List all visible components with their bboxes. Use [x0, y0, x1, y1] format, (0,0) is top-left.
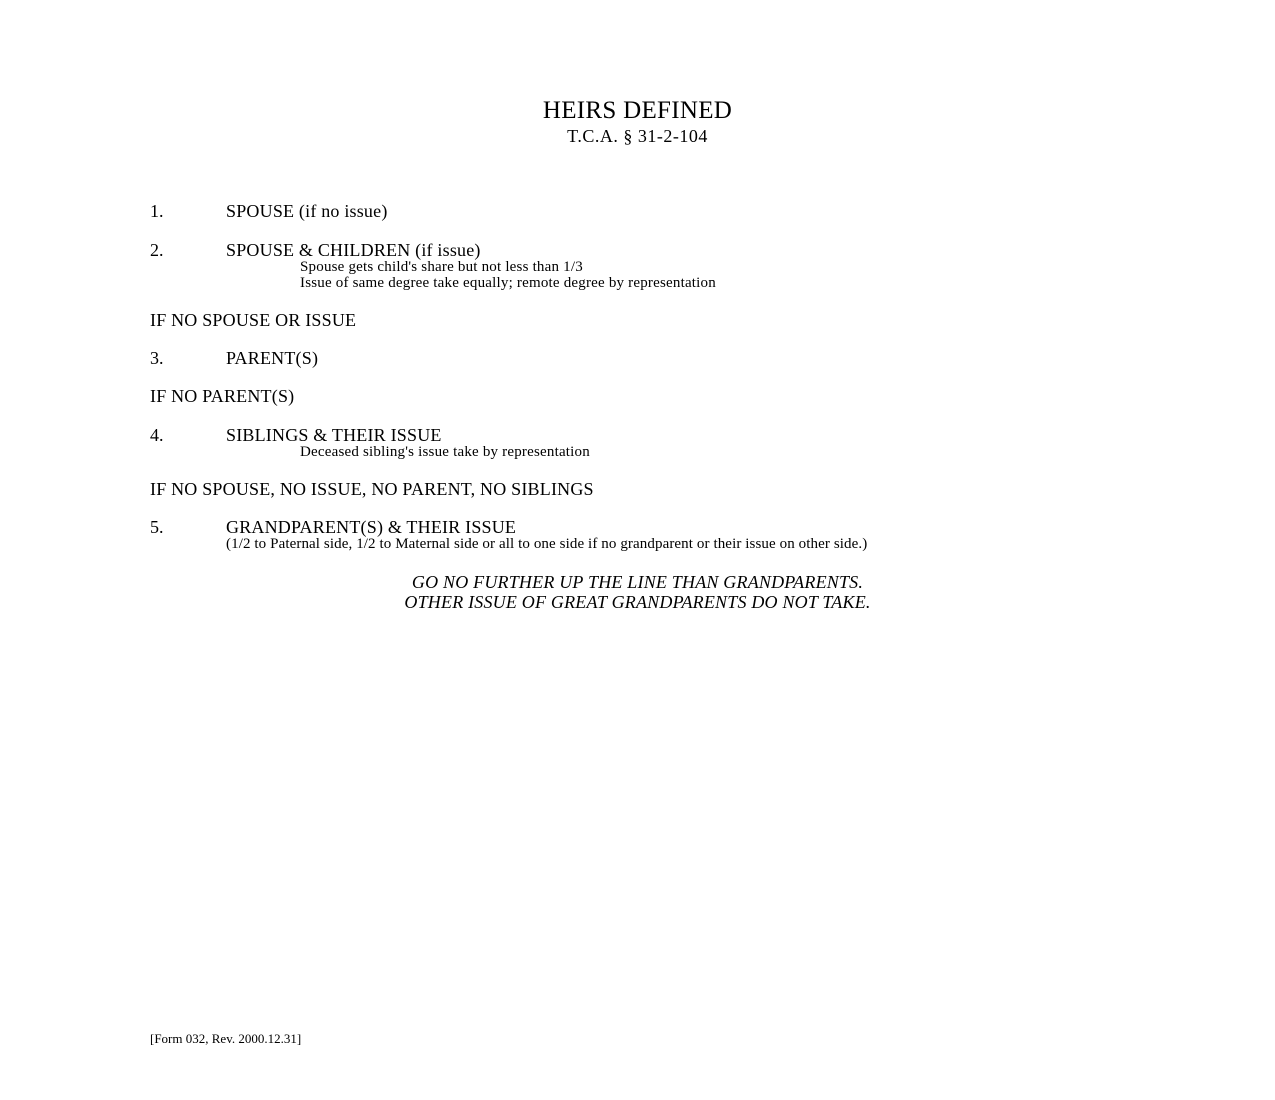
condition-heading: IF NO PARENT(S) [150, 386, 295, 406]
item-number: 2. [150, 240, 164, 260]
item-number: 5. [150, 517, 164, 537]
page-title: HEIRS DEFINED [542, 97, 733, 124]
item-detail: (1/2 to Paternal side, 1/2 to Maternal side or all to one side if no grandparent or their issue on other side.) [226, 536, 868, 552]
item-detail: Spouse gets child's share but not less than 1/3 [300, 259, 583, 275]
item-label: SIBLINGS & THEIR ISSUE [226, 425, 442, 445]
form-footer: [Form 032, Rev. 2000.12.31] [150, 1031, 302, 1046]
notice-line: OTHER ISSUE OF GREAT GRANDPARENTS DO NOT TAKE. [404, 592, 871, 612]
notice-line: GO NO FURTHER UP THE LINE THAN GRANDPARENTS. [411, 572, 864, 592]
item-label: PARENT(S) [226, 348, 319, 368]
item-label: SPOUSE & CHILDREN (if issue) [226, 240, 481, 260]
statute-citation: T.C.A. § 31-2-104 [567, 126, 708, 146]
item-detail: Deceased sibling's issue take by representation [300, 444, 590, 460]
item-number: 4. [150, 425, 164, 445]
item-detail: Issue of same degree take equally; remote degree by representation [300, 275, 716, 291]
item-label: SPOUSE (if no issue) [226, 201, 388, 221]
item-label: GRANDPARENT(S) & THEIR ISSUE [226, 517, 517, 537]
item-number: 3. [150, 348, 164, 368]
condition-heading: IF NO SPOUSE, NO ISSUE, NO PARENT, NO SIBLINGS [150, 479, 594, 499]
condition-heading: IF NO SPOUSE OR ISSUE [150, 310, 357, 330]
item-number: 1. [150, 201, 164, 221]
